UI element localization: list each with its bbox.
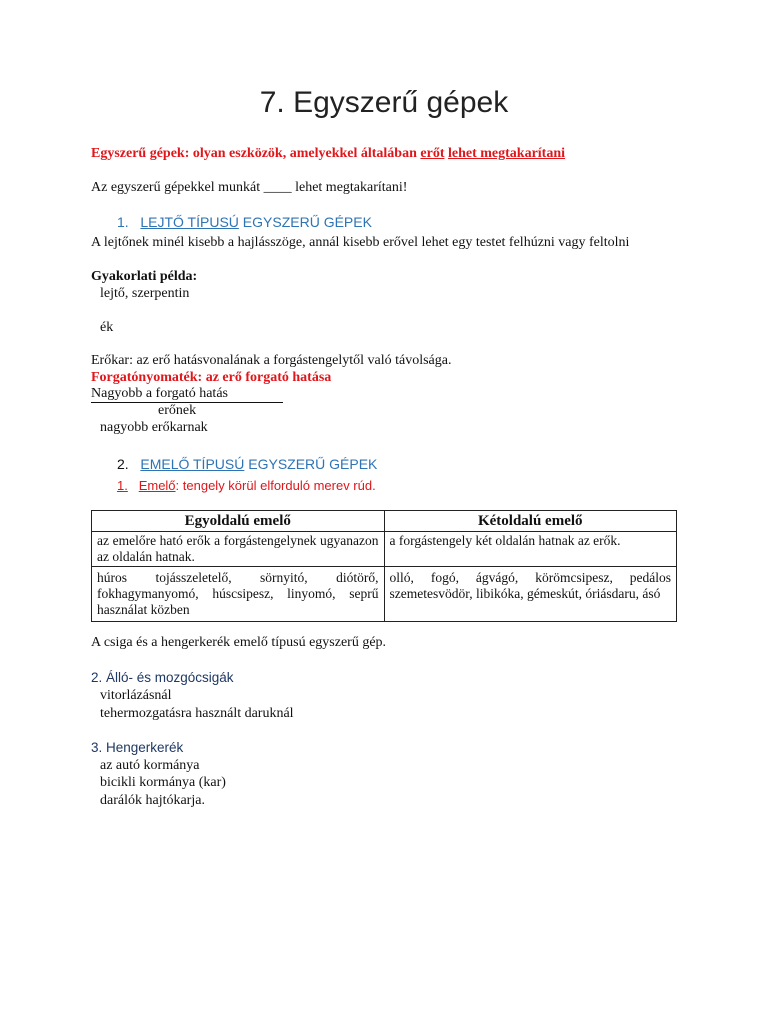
lever-arm-text: Erőkar: az erő hatásvonalának a forgástengelytől való távolsága.: [91, 353, 452, 368]
pulleys-item: tehermozgatásra használt daruknál: [100, 706, 294, 721]
practical-label: Gyakorlati példa:: [91, 269, 198, 284]
lever-sub-label: Emelő: [138, 478, 176, 493]
section-1-heading-rest: EGYSZERŰ GÉPEK: [238, 214, 372, 230]
table-row: [92, 567, 677, 622]
section-1-heading: [117, 214, 372, 231]
section-1-heading-underlined: LEJTŐ TÍPUSÚ: [140, 214, 239, 230]
definition-line: [91, 145, 565, 162]
table-cell: a forgástengely két oldalán hatnak az erők.: [384, 532, 676, 567]
table-header-row: [92, 511, 677, 532]
table-row: [92, 532, 677, 567]
section-2-heading-underlined: EMELŐ TÍPUSÚ: [140, 456, 245, 472]
table-cell: húros tojásszeletelő, sörnyitó, diótörő, fokhagymanyomó, húscsipesz, linyomó, seprű használat közben: [92, 567, 385, 622]
section-2-heading-rest: EGYSZERŰ GÉPEK: [244, 456, 378, 472]
wheel-axle-item: darálók hajtókarja.: [100, 793, 205, 808]
lever-sub-rest: : tengely körül elforduló merev rúd.: [175, 478, 376, 493]
table-header-one-sided: Egyoldalú emelő: [92, 511, 385, 532]
wheel-axle-item: az autó kormánya: [100, 758, 200, 773]
pulley-wheel-note: A csiga és a hengerkerék emelő típusú egyszerű gép.: [91, 635, 387, 650]
torque-line-1: Nagyobb a forgató hatás: [91, 385, 283, 403]
page-title: 7. Egyszerű gépek: [259, 86, 509, 119]
lever-definition: [117, 478, 376, 493]
lever-sub-number: 1.: [117, 478, 128, 493]
section-2-heading: [117, 456, 377, 473]
wheel-axle-heading: 3. Hengerkerék: [91, 740, 184, 755]
definition-underlined-force: erőt: [420, 146, 445, 161]
lever-table: [91, 510, 677, 622]
practical-line-1: lejtő, szerpentin: [100, 286, 190, 301]
table-cell: az emelőre ható erők a forgástengelynek ugyanazon az oldalán hatnak.: [92, 532, 385, 567]
wheel-axle-item: bicikli kormánya (kar): [100, 775, 226, 790]
practical-line-2: ék: [100, 320, 114, 335]
definition-underlined-saving: lehet megtakarítani: [447, 146, 566, 161]
torque-line-2: erőnek: [158, 403, 197, 418]
torque-definition: Forgatónyomaték: az erő forgató hatása: [91, 370, 332, 385]
table-cell: olló, fogó, ágvágó, körömcsipesz, pedálos szemetesvödör, libikóka, gémeskút, óriásdaru, ásó: [384, 567, 676, 622]
section-1-text: A lejtőnek minél kisebb a hajlásszöge, annál kisebb erővel lehet egy testet felhúzni vagy feltolni: [91, 235, 630, 250]
table-header-two-sided: Kétoldalú emelő: [384, 511, 676, 532]
torque-line-3: nagyobb erőkarnak: [100, 420, 208, 435]
pulleys-item: vitorlázásnál: [100, 688, 172, 703]
work-line: Az egyszerű gépekkel munkát ____ lehet megtakarítani!: [91, 180, 408, 195]
section-1-number: 1.: [117, 214, 129, 230]
definition-prefix: Egyszerű gépek: olyan eszközök, amelyekkel általában: [91, 146, 421, 161]
pulleys-heading: 2. Álló- és mozgócsigák: [91, 670, 234, 685]
section-2-number: 2.: [117, 456, 129, 472]
